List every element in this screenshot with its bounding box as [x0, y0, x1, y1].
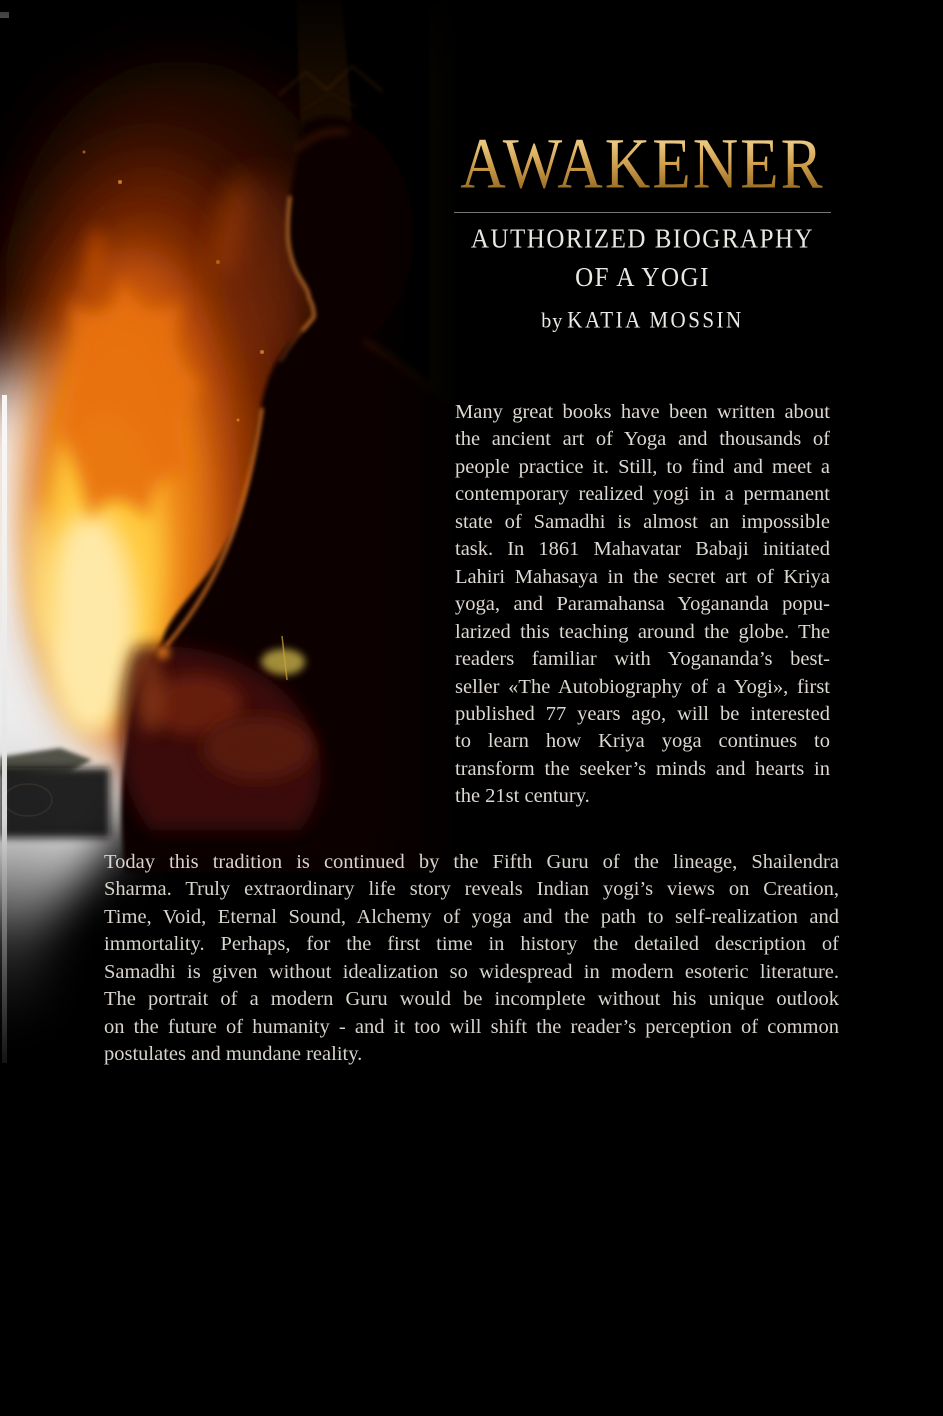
paragraph-line: the ancient art of Yoga and thousands of [455, 428, 830, 451]
paragraph-line: The portrait of a modern Guru would be incomplete without his unique outlook [104, 988, 839, 1011]
title-divider [454, 212, 831, 213]
paragraph-line: to learn how Kriya yoga continues to [455, 730, 830, 753]
paragraph-line: immortality. Perhaps, for the first time in history the detailed description of [104, 933, 839, 956]
paragraph-line: transform the seeker’s minds and hearts in [455, 757, 830, 780]
book-title: AWAKENER [453, 128, 832, 200]
paragraph-line: the 21st century. [455, 785, 590, 808]
author-name: KATIA MOSSIN [567, 307, 744, 333]
paragraph-line: task. In 1861 Mahavatar Babaji initiated [455, 538, 830, 561]
byline-prefix: by [541, 309, 564, 333]
footer-paragraph [104, 849, 839, 1069]
paragraph-line: Time, Void, Eternal Sound, Alchemy of yoga and the path to self-realization and [104, 905, 839, 928]
paragraph-line: published 77 years ago, will be interested [455, 702, 830, 725]
byline [453, 307, 832, 334]
paragraph-line: contemporary realized yogi in a permanent [455, 483, 830, 506]
paragraph-line: yoga, and Paramahansa Yogananda popu- [455, 593, 830, 616]
paragraph-line: larized this teaching around the globe. The [455, 620, 830, 643]
book-subtitle [447, 221, 838, 297]
paragraph-line: Sharma. Truly extraordinary life story reveals Indian yogi’s views on Creation, [104, 878, 839, 901]
paragraph-line: Today this tradition is continued by the Fifth Guru of the lineage, Shailendra [104, 851, 839, 873]
title-column [453, 0, 832, 840]
subtitle-line-2: OF A YOGI [575, 262, 710, 292]
paragraph-line: Lahiri Mahasaya in the secret art of Kriya [455, 565, 830, 588]
paragraph-line: people practice it. Still, to find and meet a [455, 455, 830, 478]
subtitle-line-1: AUTHORIZED BIOGRAPHY [470, 224, 815, 254]
paragraph-line: readers familiar with Yogananda’s best- [455, 648, 830, 671]
paragraph-line: on the future of humanity - and it too will shift the reader’s perception of common [104, 1015, 839, 1038]
paragraph-line: seller «The Autobiography of a Yogi», first [455, 675, 830, 698]
intro-paragraph [455, 399, 830, 811]
paragraph-line: Samadhi is given without idealization so widespread in modern esoteric literature. [104, 960, 839, 983]
paragraph-line: state of Samadhi is almost an impossible [455, 510, 830, 533]
paragraph-line: Many great books have been written about [455, 401, 830, 423]
paragraph-line: postulates and mundane reality. [104, 1043, 363, 1066]
